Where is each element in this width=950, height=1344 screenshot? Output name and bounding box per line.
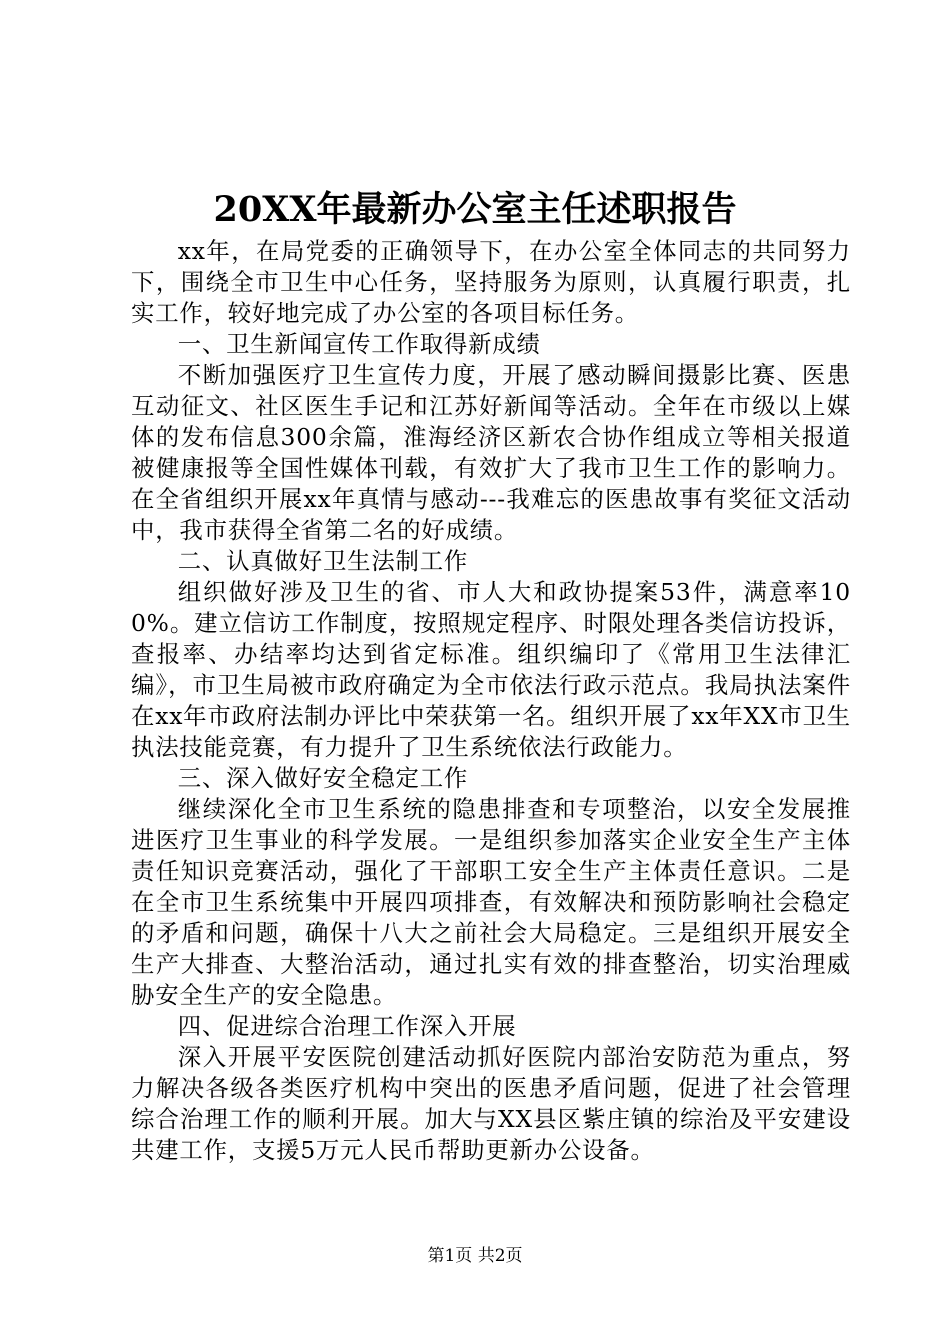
section-paragraph-4: 深入开展平安医院创建活动抓好医院内部治安防范为重点，努力解决各级各类医疗机构中突出的医患矛盾问题，促进了社会管理综合治理工作的顺利开展。加大与XX县区紫庄镇的综治及平安建设共建工作，支援5万元人民币帮助更新办公设备。 <box>131 1043 851 1164</box>
intro-paragraph: xx年，在局党委的正确领导下，在办公室全体同志的共同努力下，围绕全市卫生中心任务，坚持服务为原则，认真履行职责，扎实工作，较好地完成了办公室的各项目标任务。 <box>131 237 851 327</box>
section-paragraph-1: 不断加强医疗卫生宣传力度，开展了感动瞬间摄影比赛、医患互动征文、社区医生手记和江苏好新闻等活动。全年在市级以上媒体的发布信息300余篇，淮海经济区新农合协作组成立等相关报道被健康报等全国性媒体刊载，有效扩大了我市卫生工作的影响力。在全省组织开展xx年真情与感动---我难忘的医患故事有奖征文活动中，我市获得全省第二名的好成绩。 <box>131 361 851 544</box>
section-heading-4: 四、促进综合治理工作深入开展 <box>177 1012 517 1040</box>
section-heading-3: 三、深入做好安全稳定工作 <box>177 764 469 792</box>
section-paragraph-3: 继续深化全市卫生系统的隐患排查和专项整治，以安全发展推进医疗卫生事业的科学发展。一是组织参加落实企业安全生产主体责任知识竞赛活动，强化了干部职工安全生产主体责任意识。二是在全市卫生系统集中开展四项排查，有效解决和预防影响社会稳定的矛盾和问题，确保十八大之前社会大局稳定。三是组织开展安全生产大排查、大整治活动，通过扎实有效的排查整治，切实治理威胁安全生产的安全隐患。 <box>131 795 851 1009</box>
section-heading-1: 一、卫生新闻宣传工作取得新成绩 <box>177 330 541 358</box>
section-heading-2: 二、认真做好卫生法制工作 <box>177 547 469 575</box>
page-footer: 第1页 共2页 <box>427 1246 523 1266</box>
section-paragraph-2: 组织做好涉及卫生的省、市人大和政协提案53件，满意率100%。建立信访工作制度，按照规定程序、时限处理各类信访投诉，查报率、办结率均达到省定标准。组织编印了《常用卫生法律汇编》，市卫生局被市政府确定为全市依法行政示范点。我局执法案件在xx年市政府法制办评比中荣获第一名。组织开展了xx年XX市卫生执法技能竞赛，有力提升了卫生系统依法行政能力。 <box>131 578 851 761</box>
document-body <box>131 236 851 1166</box>
document-title: 20XX年最新办公室主任述职报告 <box>213 189 737 230</box>
